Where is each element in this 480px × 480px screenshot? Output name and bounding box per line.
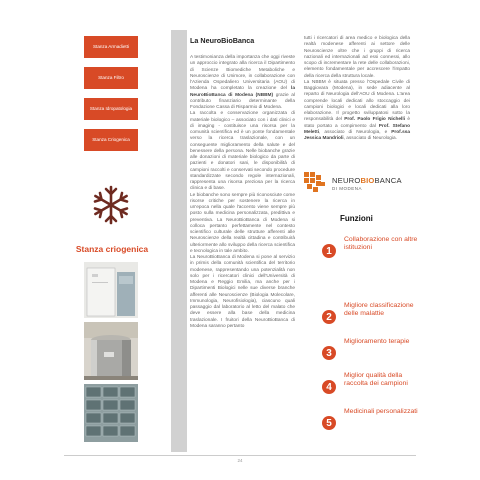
- room-nav-item-criogenica[interactable]: Stanza Criogenica: [84, 129, 138, 151]
- neurobiobanca-logo: [304, 170, 424, 204]
- room-nav-item-idropatologia[interactable]: Stanza Idropatologia: [84, 98, 138, 120]
- article-title: La NeuroBioBanca: [190, 36, 255, 45]
- footer-divider: [64, 455, 416, 456]
- room-title: Stanza criogenica: [75, 244, 149, 254]
- function-item: [322, 372, 432, 408]
- logo-subtitle: DI MODENA: [332, 186, 363, 191]
- logo-name: NEUROBIOBANCA: [332, 176, 402, 185]
- function-number-badge: 5: [322, 416, 336, 430]
- article-column-right: [304, 36, 410, 142]
- function-number-badge: 3: [322, 346, 336, 360]
- article-column-left: [190, 36, 295, 330]
- snowflake-icon: [90, 184, 132, 226]
- room-nav-item-armadietti[interactable]: Stanza Armadietti: [84, 36, 138, 58]
- function-label: Collaborazione con altre istituzioni: [344, 236, 418, 251]
- function-number-badge: 4: [322, 380, 336, 394]
- article-paragraph-5: tutti i ricercatori di area medico e biologica della realtà modenese afferenti ai settore delle Neuroscienze oltre che i gruppi di ricerca nazionali ed internazionali ad essi connessi, allo scopo di incrementare la rete delle collaborazioni, elemento fondamentale per accrescere l'impatto della ricerca della struttura locale.: [304, 36, 410, 79]
- functions-title: Funzioni: [340, 214, 373, 223]
- function-label: Medicinali personalizzati: [344, 408, 418, 415]
- article-paragraph-2: La raccolta e conservazione organizzata di materiale biologico – associato con i dati clinici e di imaging - costituisce una risorsa per la comunità scientifica ed è un ponte fondamentale verso la ricerca traslazionale, con un conseguente miglioramento della salute e del benessere della persona. Nelle biobanche grazie alle donazioni di materiale biologico da parte di pazienti e donatori sani, le disponibilità di campioni raccolti e conservati secondo procedure standardizzate secondo regole internazionali, rappresenta una risorsa preziosa per la ricerca clinica e di base.: [190, 111, 295, 192]
- function-item: [322, 236, 432, 272]
- lab-freezer-photo: [84, 262, 138, 318]
- room-nav-item-filtro[interactable]: Stanza Filtro: [84, 67, 138, 89]
- sample-boxes-photo: [84, 384, 138, 442]
- function-item: [322, 338, 432, 374]
- function-label: Miglioramento terapie: [344, 338, 410, 345]
- cryo-tank-photo: [84, 322, 138, 380]
- article-paragraph-1: A testimonianza della importanza che oggi riveste un approccio integrato alla ricerca il Dipartimento di Scienze Biomediche Metaboliche e Neuroscienze di Unimore, in collaborazione con l'Azienda Ospedaliero Universitaria (AOU) di Modena ha completato la creazione del la NeuroBioBanca di Modena (NBBM) grazie al contributo finanziario determinante della Fondazione Cassa di Risparmio di Modena.: [190, 55, 295, 110]
- function-item: [322, 408, 432, 444]
- function-label: Migliore classificazione delle malattie: [344, 302, 414, 317]
- article-paragraph-4: La NeuroBioBanca di Modena si pone al servizio in primis della comunità scientifica del territorio modenese, rappresentando una potenzialità non solo per i ricercatori clinici dell'Università di Modena e Reggio Emilia, ma anche per i Dipartimenti Biologici nelle sue diverse branche afferenti alle Neuroscienze (Biologia Molecolare, Immunologia, Neurofisiologia), ciascuno quali passaggio dal laboratorio al letto del malato che deve essere alla base della medicina traslazionale. I fruitori della NeuroBioBanca di Modena saranno pertanto: [190, 255, 295, 329]
- column-divider: [171, 30, 187, 452]
- room-nav: [84, 36, 138, 160]
- article-paragraph-6: La NBBM è situata presso l'Ospedale Civile di Baggiovara (Modena), in sede adiacente al reparto di Neurologia dell'AOU di Modena. L'area comprende locali dedicati allo stoccaggio dei campioni biologici e locali dedicati alla loro elaborazione. Il progetto sviluppatosi sotto la responsabilità del Prof. Paolo Frigio Nichelli è stato portato a compimento dal Prof. Stefano Meletti, associato di Neurologia, e Prof.ssa Jessica Mandrioli, associato di Neurologia.: [304, 79, 411, 141]
- logo-mark-icon: [304, 172, 326, 194]
- function-label: Miglior qualità della raccolta dei campioni: [344, 372, 408, 387]
- function-item: [322, 302, 432, 338]
- page-number: 24: [237, 458, 243, 463]
- function-number-badge: 1: [322, 244, 336, 258]
- function-number-badge: 2: [322, 310, 336, 324]
- article-paragraph-3: Le biobanche sono sempre più riconosciute come risorse critiche per sostenere la ricerca in un'epoca nella quale l'accento viene sempre più posto sulla medicina personalizzata, predittiva e preventiva. La NeuroBioBanca di Modena si colloca pertanto perfettamente nel contesto scientifico culturale delle strutture afferenti alle Neuroscienze della realtà cittadina e contribuirà ulteriormente allo sviluppo della ricerca scientifica e tecnologica in tale ambito.: [190, 192, 295, 254]
